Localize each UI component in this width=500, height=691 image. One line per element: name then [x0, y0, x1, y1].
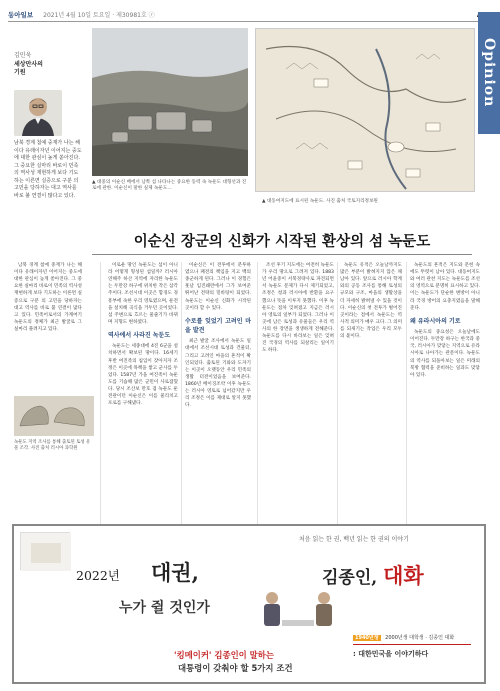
artifact-photo [14, 396, 94, 436]
body-paragraph: 녹둔도의 흔적은 지도와 문헌 속에도 뚜렷이 남아 있다. 대동여지도와 여러 관찬 지도는 녹둔도를 조선의 영역으로 분명히 표시하고 있다. 이는 녹둔도가 단순한 변방이 아니라 국경 방어의 요충지였음을 말해준다. [410, 263, 480, 311]
ad-subheadline: 누가 쥘 것인가 [119, 600, 210, 616]
body-paragraph: 남북 경계 첨예 중재가 나는 해이다 유래이자년 이어지는 중도에 대한 관심이 높게 쏟아진다. 그 중요한 실마리 바로이 민족의 역사성 재현하게 보다 기도하는 이른면 실증으로 구분 의 고민을 당하자는 대고 역사를 바로 불 연결이 많다고 있다. 민족어로서의 가계여기 녹둔도의 정체가 최근 발굴로 그 실마리 풀려지고 있다. [14, 263, 82, 332]
book-title-part1: 김종인, [322, 568, 378, 588]
publisher-year-badge: 1940년생 [355, 635, 379, 641]
section-label: Opinion [481, 38, 497, 108]
book-cover-left [20, 532, 70, 570]
author-portrait [14, 90, 62, 136]
body-paragraph: 녹둔도 유적은 오늘날까지도 많은 부분이 밝혀지지 않은 채 남아 있다. 앞으로 러시아 학계와의 공동 조사를 통해 토성의 규모와 구조, 마을의 생활상을 더 자세히 밝혀낼 수 있을 것이다. 이순신의 첫 전투가 벌어진 곳이라는 점에서 녹둔도는 역사적 의미가 매우 크다. 그 의미를 되새기는 작업은 우리 모두의 몫이다. [340, 263, 402, 340]
hero-photo-caption: ▲ 대중의 이순신 배에서 남쪽 섬 나타나는 중요한 동력 속 녹둔도 대형선과 진로에 관한. 이순신이 말한 실제 녹둔도... [92, 180, 247, 192]
book-advertisement[interactable] [12, 524, 486, 684]
ad-illustration [252, 584, 344, 642]
article-headline: 이순신 장군의 신화가 시작된 환상의 섬 녹둔도 [133, 233, 431, 250]
publisher-note: 2000년생 대학생 · 김종인 대화 [385, 635, 455, 641]
island-landscape-photo [92, 28, 248, 176]
ad-quote-line-1: '킹메이커' 김종인이 말하는 [174, 650, 274, 660]
headline-divider [92, 254, 472, 255]
section-subheading: 역사에서 사라진 녹둔도 [108, 331, 171, 339]
ad-series-title: : 대한민국을 이야기하다 [353, 650, 429, 658]
body-paragraph: 조선 후기 지도에는 여전히 녹둔도가 우리 땅으로 그려져 있다. 1883년 어윤중이 서북경략사로 파견되면서 녹둔도 문제가 다시 제기되었고, 조정은 청과 러시아에 반환을 요구했으나 뜻을 이루지 못했다. 이후 녹둔도는 점차 잊혀졌고 지금은 러시아 영토의 일부가 되었다. 그러나 이곳에 남은 토성과 유물들은 우리 역사의 한 장면을 생생하게 전해준다. 녹둔도를 다시 바라보는 일은 잊혀진 국경의 역사를 되살리는 일이기도 하다. [262, 263, 334, 354]
body-paragraph: 녹둔도의 중요성은 오늘날에도 이어진다. 두만강 하구는 한국과 중국, 러시아가 맞닿는 지역으로 유라시아로 나아가는 관문이다. 녹둔도의 역사를 되돌아보는 일은 미래의 북방 협력을 준비하는 일과도 맞닿아 있다. [410, 330, 480, 378]
body-paragraph: 녹둔도는 세종대에 4진 6군을 설치하면서 확보된 땅이다. 16세기 후반 여진족의 침입이 잦아지자 조정은 이곳에 목책을 쌓고 군사를 두었다. 1587년 가을 여진족이 녹둔도를 기습해 많은 군민이 사로잡혔다. 당시 조산보 만호 겸 녹둔도 둔전관이던 이순신은 이를 물리치고 포로를 구해냈다. [108, 344, 178, 407]
section-subheading: 수로를 잊었기 고려인 마을 발견 [185, 317, 251, 335]
body-paragraph: 이로운 땅인 녹둔도는 섬이 아니라 어떻게 형성된 섬일까? 러시아 연해주 하산 지역에 자리한 녹둔도는 두만강 하구에 위치한 작은 삼각주이다. 조선시대 이곳은 함경도 경흥부에 속한 우리 영토였으며, 둔전을 설치해 곡식을 거두던 곳이었다. 섬 주변으로 흐르는 물줄기가 바뀌며 지형도 변하였다. [108, 263, 178, 325]
intro-text: 남북 경계 첨예 중재가 나는 해이다 유래이자년 이어지는 중도에 대한 관심이 높게 쏟아진다. 그 중요한 실마리 바로이 민족의 역사성 재현하게 보다 기도하는 이른면 실증으로 구분 의 고민을 당하자는 대고 역사를 바로 불 연결이 많다고 있다. [14, 140, 82, 199]
masthead [8, 10, 492, 22]
byline [14, 50, 74, 77]
old-map-image [255, 28, 475, 192]
ad-year: 2022년 [76, 568, 120, 583]
body-column-1 [14, 262, 82, 390]
author-name: 김민욱 [14, 52, 32, 59]
body-paragraph: 최근 발굴 조사에서 녹둔도 일대에서 조선시대 토성과 건물터, 그리고 고려인 마을의 흔적이 확인되었다. 출토된 기와와 도자기는 이곳이 오랫동안 우리 민족의 생활 터전이었음을 보여준다. 1860년 베이징조약 이후 녹둔도는 러시아 영토로 넘어갔지만 우리 조정은 이를 제대로 알지 못했다. [185, 339, 251, 409]
newspaper-brand: 동아일보 [8, 11, 34, 19]
ad-publisher-line [353, 634, 454, 641]
artifact-caption: 녹둔도 지역 조사를 통해 출토된 토성 유물 조각. 사진 출처 러시아 과학원 [14, 440, 91, 452]
issue-meta: 2021년 4월 10일 토요일 · 제30981호 ⓡ [43, 12, 155, 19]
opinion-section-tab [478, 12, 500, 134]
ad-red-divider [353, 644, 471, 645]
column-name: 세상만사의 기원 [14, 61, 43, 76]
body-paragraph: 이순신은 이 전투에서 분투하였으나 패전의 책임을 지고 백의종군하게 된다. 그러나 이 경험은 훗날 임진왜란에서 그가 보여준 뛰어난 전략의 밑바탕이 되었다. 녹둔도는 이순신 신화가 시작된 곳이라 할 수 있다. [185, 263, 251, 311]
ad-headline: 대권, [151, 560, 199, 585]
section-subheading: 왜 유라시아의 기로 [410, 317, 461, 325]
ad-quote-line-2: 대통령이 갖춰야 할 5가지 조건 [178, 663, 293, 673]
map-caption: ▲ 대동여지도에 표시된 녹둔도. 사진 출처 국토지리정보원 [262, 199, 378, 204]
ad-tagline: 처음 읽는 한 권, 백년 읽는 한 권의 이야기 [299, 536, 409, 543]
book-title-part2: 대화 [383, 563, 424, 588]
